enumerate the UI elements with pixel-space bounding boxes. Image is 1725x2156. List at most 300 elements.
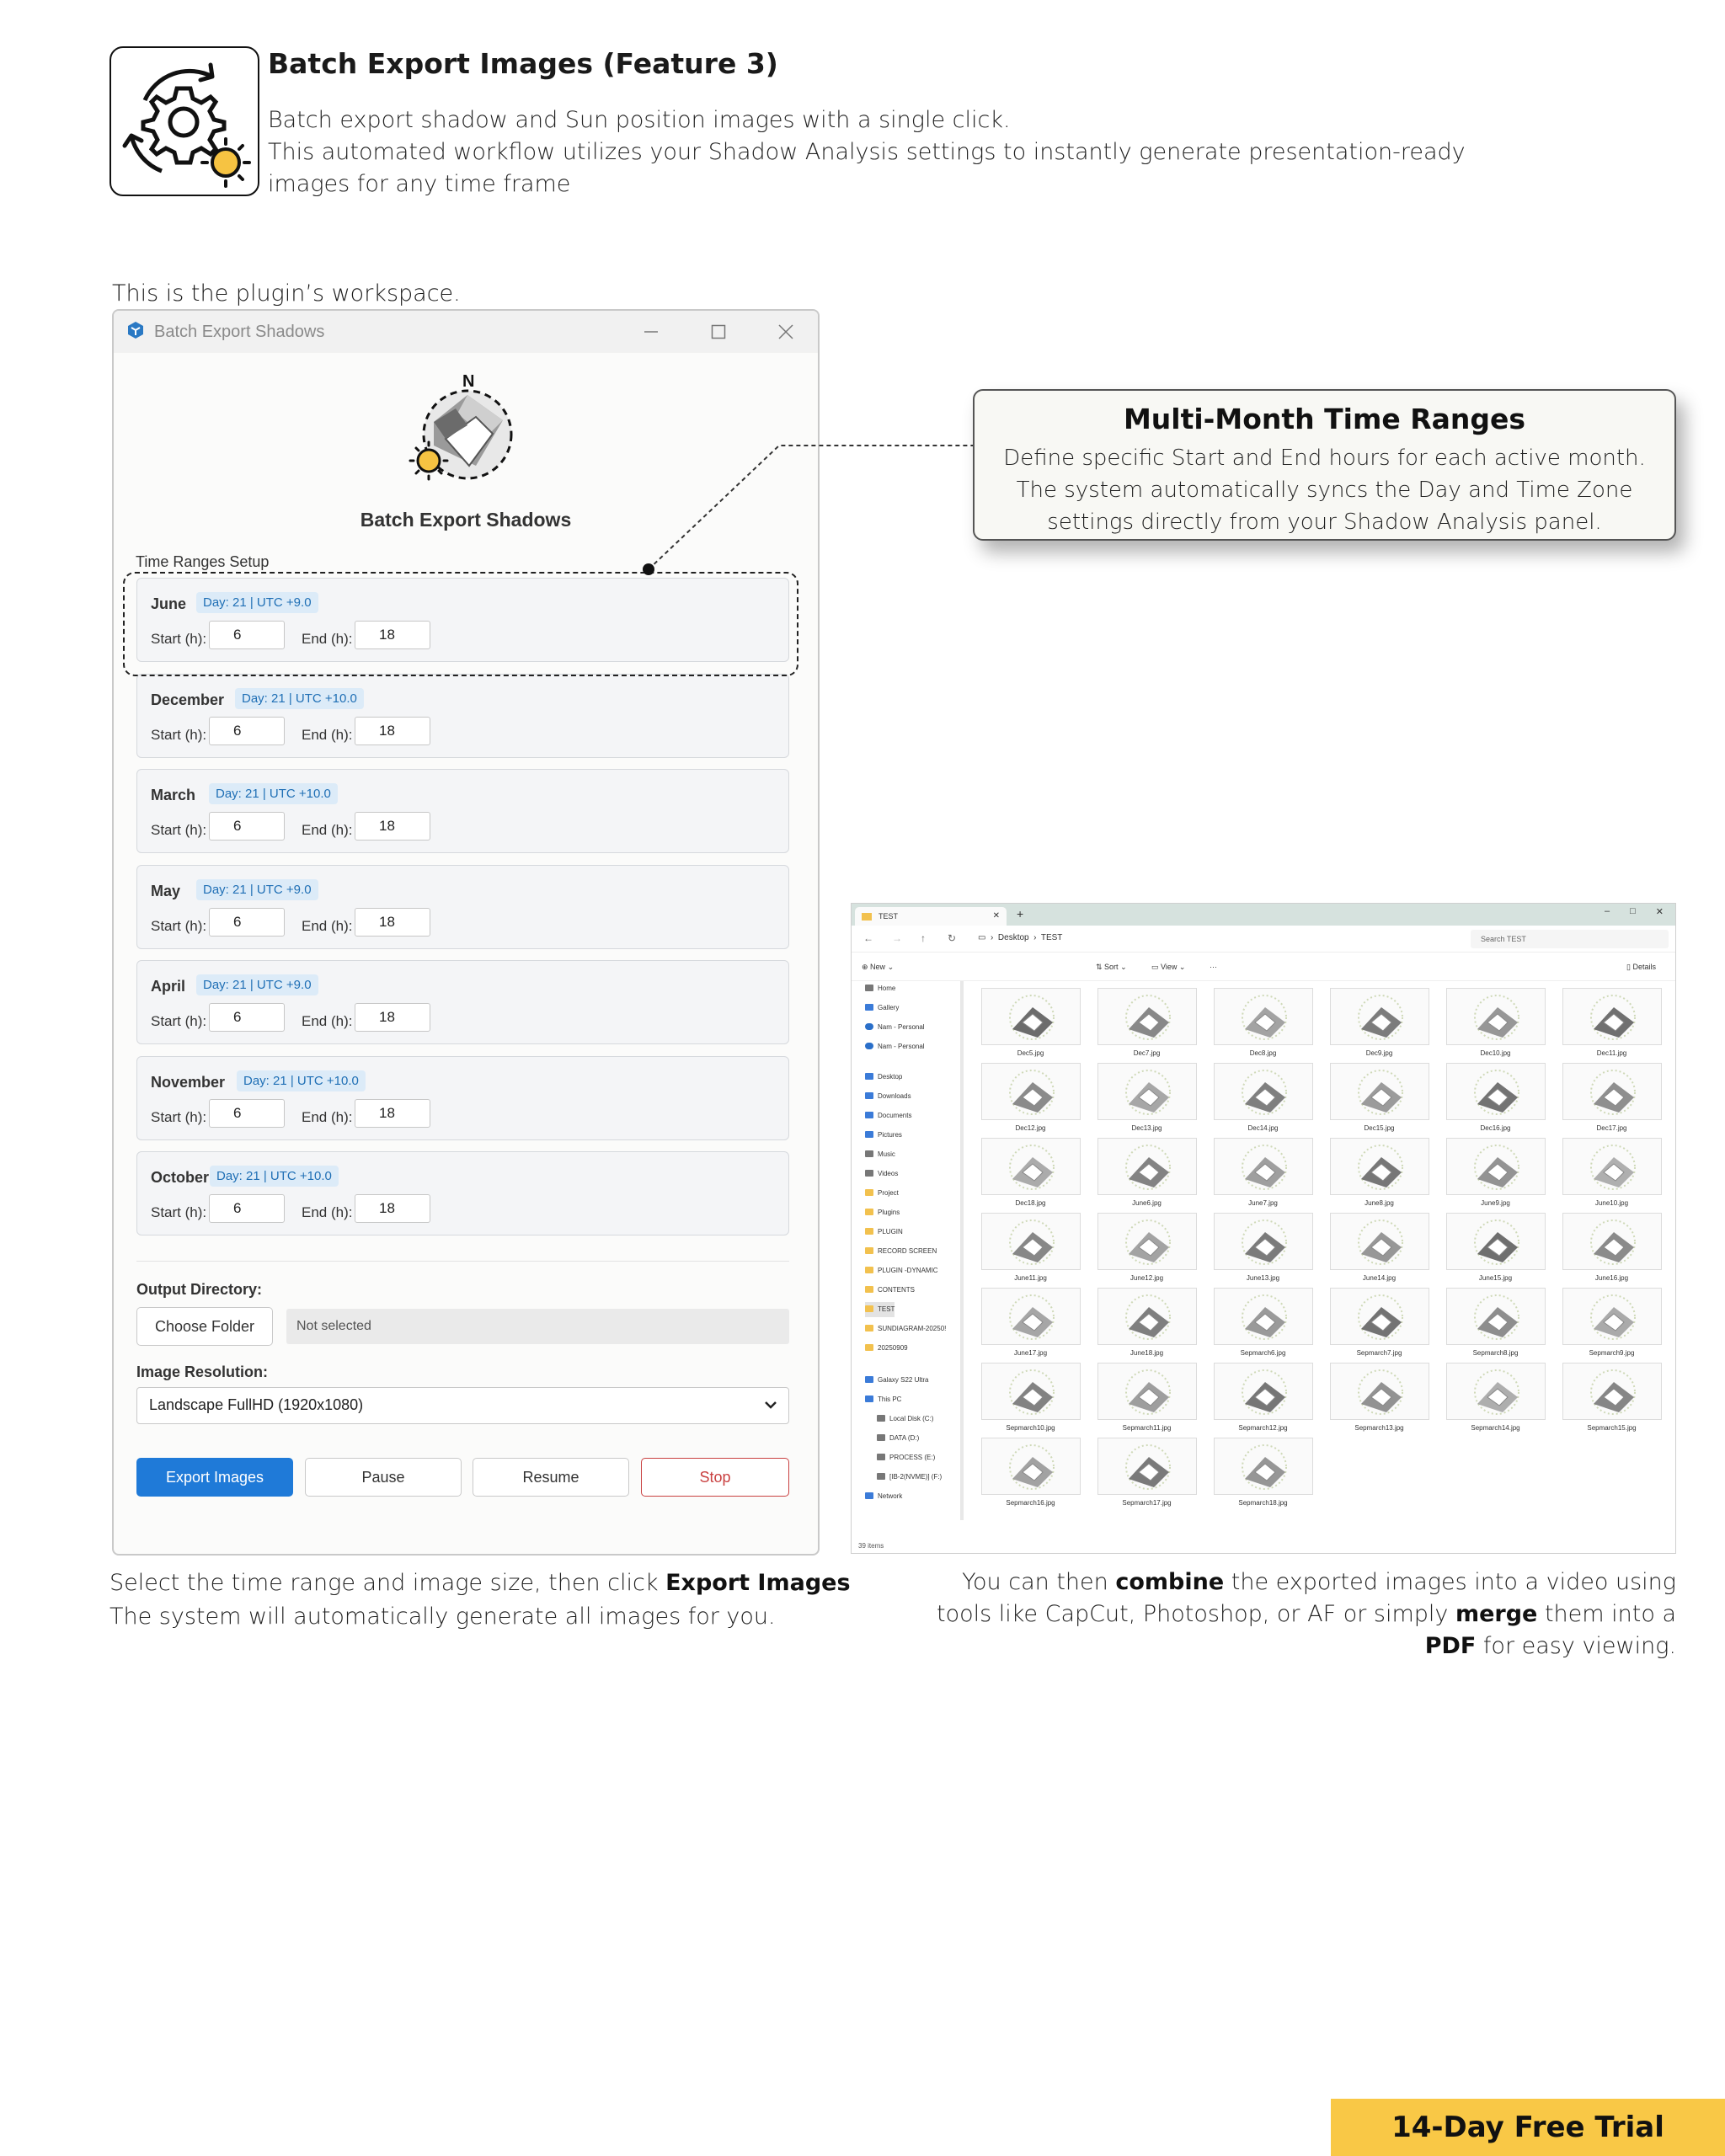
- file-thumbnail[interactable]: [1559, 1138, 1664, 1212]
- file-thumbnail[interactable]: [1443, 1288, 1548, 1362]
- image-preview: [1330, 1288, 1429, 1345]
- file-thumbnail[interactable]: [1094, 1438, 1199, 1512]
- sidebar-item-label: Documents: [878, 1112, 912, 1119]
- file-name: Dec9.jpg: [1365, 1049, 1393, 1057]
- folder-icon: [877, 1434, 885, 1441]
- feature-desc-line1: Batch export shadow and Sun position images with a single click.: [268, 107, 1011, 133]
- image-preview: [981, 1063, 1081, 1120]
- view-button[interactable]: ▭ View ⌄: [1151, 963, 1186, 971]
- file-name: June6.jpg: [1132, 1199, 1162, 1207]
- sidebar-item-label: Downloads: [878, 1092, 911, 1100]
- folder-icon: [865, 1286, 873, 1293]
- sidebar-item[interactable]: [877, 1412, 933, 1427]
- file-name: June18.jpg: [1130, 1349, 1164, 1357]
- file-thumbnail[interactable]: [1210, 1138, 1316, 1212]
- image-preview: [1446, 1363, 1546, 1420]
- time-ranges-label: Time Ranges Setup: [136, 553, 270, 570]
- file-thumbnail[interactable]: [1443, 1213, 1548, 1287]
- image-preview: [1330, 1063, 1429, 1120]
- caption-right-combine: combine: [1115, 1569, 1225, 1595]
- folder-icon: [865, 1023, 873, 1030]
- end-hour-input[interactable]: 18: [355, 621, 430, 649]
- sidebar-item-label: PROCESS (E:): [889, 1454, 936, 1461]
- sidebar-item[interactable]: [865, 1225, 903, 1240]
- file-name: Dec8.jpg: [1249, 1049, 1277, 1057]
- sidebar-item[interactable]: [865, 1128, 902, 1143]
- stop-button[interactable]: Stop: [641, 1458, 789, 1497]
- output-directory-label: Output Directory:: [136, 1281, 263, 1298]
- file-name: Dec12.jpg: [1015, 1124, 1046, 1132]
- sidebar-item[interactable]: [877, 1450, 935, 1465]
- sidebar-item[interactable]: [865, 1489, 902, 1504]
- caption-right-g: for easy viewing.: [1476, 1633, 1676, 1659]
- image-resolution-label: Image Resolution:: [136, 1364, 269, 1380]
- sidebar-item[interactable]: [865, 1166, 898, 1182]
- end-hour-input[interactable]: 18: [355, 1194, 430, 1223]
- month-name: April: [151, 978, 186, 995]
- file-thumbnail[interactable]: [1210, 1063, 1316, 1137]
- breadcrumb-test[interactable]: TEST: [1040, 933, 1063, 942]
- start-hour-label: Start (h):: [151, 1108, 207, 1125]
- file-thumbnail[interactable]: [1327, 1288, 1432, 1362]
- file-name: Sepmarch15.jpg: [1587, 1424, 1637, 1432]
- file-thumbnail[interactable]: [978, 1063, 1083, 1137]
- image-preview: [981, 1288, 1081, 1345]
- file-thumbnail[interactable]: [978, 1288, 1083, 1362]
- explorer-sidebar: [852, 981, 961, 1537]
- file-thumbnail[interactable]: [1327, 1063, 1432, 1137]
- file-name: Sepmarch11.jpg: [1122, 1424, 1172, 1432]
- item-count: 39 items: [858, 1542, 884, 1550]
- sidebar-item-label: CONTENTS: [878, 1286, 915, 1294]
- caption-right-e: them into a: [1537, 1601, 1676, 1627]
- image-preview: [1562, 1288, 1662, 1345]
- sidebar-item-label: Nam - Personal: [878, 1023, 925, 1031]
- folder-icon: [877, 1454, 885, 1460]
- sidebar-item-label: [IB-2(NVME)] (F:): [889, 1473, 943, 1481]
- file-name: Dec7.jpg: [1133, 1049, 1161, 1057]
- sidebar-item-label: This PC: [878, 1396, 902, 1403]
- details-button[interactable]: ▯ Details: [1626, 963, 1656, 971]
- image-preview: [1214, 988, 1313, 1045]
- sidebar-item-label: 20250909: [878, 1344, 908, 1352]
- sidebar-item[interactable]: [865, 981, 895, 996]
- image-preview: [1446, 1213, 1546, 1270]
- day-utc-badge: Day: 21 | UTC +10.0: [235, 688, 364, 709]
- file-name: Dec16.jpg: [1480, 1124, 1511, 1132]
- image-preview: [981, 988, 1081, 1045]
- sidebar-item[interactable]: [865, 1205, 900, 1220]
- start-hour-input[interactable]: 6: [209, 908, 285, 937]
- feature-desc-line2: This automated workflow utilizes your Shadow Analysis settings to instantly generate presentation-ready images for any time frame: [268, 139, 1466, 197]
- callout-line3: settings directly from your Shadow Analysis panel.: [1047, 510, 1602, 535]
- sidebar-item-label: SUNDIAGRAM-20250!: [878, 1325, 947, 1332]
- explorer-search-input[interactable]: Search TEST: [1471, 930, 1669, 948]
- month-name: November: [151, 1073, 226, 1091]
- folder-icon: [862, 913, 872, 921]
- sidebar-item-label: Local Disk (C:): [889, 1415, 934, 1422]
- image-preview: [1446, 1138, 1546, 1195]
- file-thumbnail[interactable]: [1094, 1213, 1199, 1287]
- file-name: Sepmarch8.jpg: [1472, 1349, 1519, 1357]
- image-preview: [1562, 1138, 1662, 1195]
- file-name: Dec5.jpg: [1017, 1049, 1044, 1057]
- sidebar-item[interactable]: [877, 1470, 942, 1485]
- sidebar-item[interactable]: [865, 1321, 946, 1337]
- folder-icon: [865, 1131, 873, 1138]
- start-hour-input[interactable]: 6: [209, 812, 285, 841]
- file-thumbnail[interactable]: [978, 1438, 1083, 1512]
- day-utc-badge: Day: 21 | UTC +9.0: [196, 592, 318, 613]
- file-thumbnail[interactable]: [1094, 988, 1199, 1062]
- image-preview: [1446, 1288, 1546, 1345]
- start-hour-input[interactable]: 6: [209, 1003, 285, 1032]
- pause-button[interactable]: Pause: [305, 1458, 462, 1497]
- folder-icon: [865, 1209, 873, 1215]
- folder-icon: [865, 1004, 873, 1011]
- image-preview: [1214, 1288, 1313, 1345]
- folder-icon: [865, 1376, 873, 1383]
- compass-north-label: N: [462, 372, 475, 391]
- folder-icon: [865, 1228, 873, 1235]
- image-preview: [1330, 1363, 1429, 1420]
- sort-label: Sort: [1104, 963, 1119, 971]
- file-name: Dec11.jpg: [1596, 1049, 1627, 1057]
- file-thumbnail[interactable]: [1327, 1363, 1432, 1437]
- end-hour-label: End (h):: [302, 1013, 353, 1029]
- caption-right-a: You can then: [962, 1569, 1116, 1595]
- sidebar-item[interactable]: [865, 1341, 908, 1356]
- start-hour-label: Start (h):: [151, 1013, 207, 1029]
- file-name: Sepmarch12.jpg: [1238, 1424, 1288, 1432]
- sidebar-item[interactable]: [865, 1373, 928, 1388]
- file-name: June10.jpg: [1594, 1199, 1629, 1207]
- end-hour-input[interactable]: 18: [355, 1003, 430, 1032]
- sidebar-item[interactable]: [865, 1283, 915, 1298]
- sidebar-item[interactable]: [865, 1392, 901, 1407]
- sidebar-item-label: Videos: [878, 1170, 899, 1177]
- end-hour-input[interactable]: 18: [355, 812, 430, 841]
- folder-icon: [865, 1043, 873, 1049]
- sidebar-item[interactable]: [865, 1020, 925, 1035]
- image-preview: [1330, 1138, 1429, 1195]
- file-name: June11.jpg: [1014, 1274, 1047, 1282]
- folder-icon: [865, 1305, 873, 1312]
- sidebar-item-label: Project: [878, 1189, 899, 1197]
- file-name: Sepmarch9.jpg: [1589, 1349, 1635, 1357]
- explorer-maximize-icon[interactable]: □: [1630, 906, 1636, 916]
- sidebar-item-label: Home: [878, 985, 896, 992]
- file-thumbnail[interactable]: [978, 988, 1083, 1062]
- file-thumbnail[interactable]: [1094, 1063, 1199, 1137]
- start-hour-input[interactable]: 6: [209, 1194, 285, 1223]
- sidebar-item-label: Galaxy S22 Ultra: [878, 1376, 929, 1384]
- up-arrow-icon[interactable]: ↑: [921, 932, 926, 944]
- folder-icon: [865, 1092, 873, 1099]
- folder-icon: [877, 1415, 885, 1422]
- sidebar-item[interactable]: [865, 1244, 937, 1259]
- start-hour-label: Start (h):: [151, 631, 207, 647]
- folder-icon: [865, 1344, 873, 1351]
- back-arrow-icon[interactable]: ←: [863, 932, 873, 944]
- tab-close-icon[interactable]: ✕: [992, 911, 1000, 921]
- folder-icon: [865, 1396, 873, 1402]
- image-preview: [1214, 1138, 1313, 1195]
- caption-right-merge: merge: [1455, 1601, 1538, 1627]
- file-thumbnail[interactable]: [1094, 1138, 1199, 1212]
- end-hour-input[interactable]: 18: [355, 1099, 430, 1128]
- sidebar-item[interactable]: [865, 1089, 911, 1104]
- folder-icon: [865, 1170, 873, 1177]
- explorer-minimize-icon[interactable]: –: [1605, 906, 1610, 916]
- sidebar-scrollbar[interactable]: [960, 981, 964, 1520]
- file-name: Sepmarch17.jpg: [1122, 1499, 1172, 1507]
- explorer-tab[interactable]: [855, 907, 1007, 926]
- file-name: Dec14.jpg: [1247, 1124, 1279, 1132]
- caption-right-pdf: PDF: [1424, 1633, 1477, 1659]
- end-hour-input[interactable]: 18: [355, 717, 430, 745]
- file-thumbnail[interactable]: [1443, 1063, 1548, 1137]
- file-name: June9.jpg: [1481, 1199, 1510, 1207]
- day-utc-badge: Day: 21 | UTC +9.0: [196, 879, 318, 900]
- month-name: December: [151, 691, 225, 708]
- caption-left-bold: Export Images: [665, 1570, 851, 1596]
- folder-icon: [865, 1112, 873, 1118]
- image-preview: [1097, 1138, 1197, 1195]
- file-thumbnail[interactable]: [1210, 988, 1316, 1062]
- image-preview: [981, 1363, 1081, 1420]
- file-name: Sepmarch13.jpg: [1354, 1424, 1404, 1432]
- more-options-icon[interactable]: ···: [1210, 963, 1217, 971]
- folder-icon: [877, 1473, 885, 1480]
- callout-line1: Define specific Start and End hours for each active month.: [1003, 446, 1646, 471]
- day-utc-badge: Day: 21 | UTC +10.0: [210, 1166, 339, 1187]
- day-utc-badge: Day: 21 | UTC +9.0: [196, 974, 318, 995]
- day-utc-badge: Day: 21 | UTC +10.0: [237, 1070, 366, 1091]
- file-thumbnail[interactable]: [1327, 988, 1432, 1062]
- file-name: June12.jpg: [1130, 1274, 1164, 1282]
- image-preview: [981, 1138, 1081, 1195]
- sidebar-item-label: DATA (D:): [889, 1434, 920, 1442]
- folder-icon: [865, 985, 873, 991]
- image-preview: [1097, 988, 1197, 1045]
- sort-button[interactable]: ⇅ Sort ⌄: [1096, 963, 1127, 971]
- feature-title: Batch Export Images (Feature 3): [268, 47, 778, 80]
- file-name: June7.jpg: [1248, 1199, 1278, 1207]
- sidebar-item[interactable]: [865, 1263, 938, 1278]
- start-hour-label: Start (h):: [151, 1204, 207, 1220]
- callout-title: Multi-Month Time Ranges: [1123, 403, 1526, 435]
- file-thumbnail[interactable]: [1210, 1438, 1316, 1512]
- sidebar-item[interactable]: [865, 1147, 895, 1162]
- file-thumbnail[interactable]: [1094, 1288, 1199, 1362]
- sidebar-item[interactable]: [865, 1108, 911, 1123]
- image-preview: [1097, 1363, 1197, 1420]
- image-preview: [1562, 1063, 1662, 1120]
- new-tab-icon[interactable]: +: [1017, 907, 1024, 921]
- resume-button[interactable]: Resume: [473, 1458, 629, 1497]
- plugin-heading: Batch Export Shadows: [360, 509, 572, 531]
- file-thumbnail[interactable]: [1327, 1138, 1432, 1212]
- image-preview: [1330, 1213, 1429, 1270]
- start-hour-input[interactable]: 6: [209, 621, 285, 649]
- multi-month-callout: [973, 389, 1676, 541]
- file-name: Sepmarch6.jpg: [1240, 1349, 1286, 1357]
- file-explorer-window: [851, 903, 1676, 1554]
- sidebar-item-label: Nam - Personal: [878, 1043, 925, 1050]
- folder-icon: [865, 1492, 873, 1499]
- image-preview: [1214, 1213, 1313, 1270]
- end-hour-label: End (h):: [302, 631, 353, 647]
- image-preview: [1330, 988, 1429, 1045]
- workspace-caption: This is the plugin’s workspace.: [112, 280, 461, 307]
- file-name: Sepmarch18.jpg: [1238, 1499, 1288, 1507]
- view-label: View: [1161, 963, 1178, 971]
- file-thumbnail[interactable]: [1443, 1138, 1548, 1212]
- file-thumbnail[interactable]: [978, 1138, 1083, 1212]
- image-preview: [1562, 1213, 1662, 1270]
- file-name: Sepmarch7.jpg: [1356, 1349, 1402, 1357]
- sidebar-item-label: Network: [878, 1492, 903, 1500]
- caption-right-c: the exported images into a video using tools like CapCut, Photoshop, or AF or simply: [936, 1569, 1676, 1627]
- caption-right: [935, 1566, 1676, 1662]
- image-preview: [1214, 1363, 1313, 1420]
- sidebar-item[interactable]: [877, 1431, 919, 1446]
- file-name: Dec13.jpg: [1131, 1124, 1162, 1132]
- image-preview: [1214, 1063, 1313, 1120]
- image-preview: [1097, 1063, 1197, 1120]
- month-name: May: [151, 882, 181, 899]
- folder-icon: [865, 1267, 873, 1273]
- file-thumbnail[interactable]: [1210, 1363, 1316, 1437]
- file-name: June15.jpg: [1478, 1274, 1513, 1282]
- folder-icon: [865, 1325, 873, 1331]
- file-thumbnail[interactable]: [1559, 1288, 1664, 1362]
- new-button[interactable]: ⊕ New ⌄: [862, 963, 895, 971]
- explorer-close-icon[interactable]: ✕: [1655, 907, 1664, 917]
- image-preview: [1446, 988, 1546, 1045]
- end-hour-label: End (h):: [302, 822, 353, 838]
- export-images-button[interactable]: Export Images: [136, 1458, 293, 1497]
- file-thumbnail[interactable]: [1559, 988, 1664, 1062]
- file-thumbnail[interactable]: [978, 1213, 1083, 1287]
- file-name: June8.jpg: [1365, 1199, 1394, 1207]
- file-thumbnail[interactable]: [1559, 1363, 1664, 1437]
- image-preview: [981, 1438, 1081, 1495]
- folder-icon: [865, 1150, 873, 1157]
- folder-icon: [865, 1247, 873, 1254]
- file-thumbnail[interactable]: [1210, 1288, 1316, 1362]
- month-name: October: [151, 1169, 210, 1186]
- explorer-tab-label: TEST: [879, 912, 899, 921]
- sidebar-item-label: Desktop: [878, 1073, 903, 1081]
- image-preview: [1097, 1288, 1197, 1345]
- sidebar-item-label: Music: [878, 1150, 895, 1158]
- sidebar-item[interactable]: [865, 1186, 899, 1201]
- month-name: June: [151, 595, 187, 612]
- file-name: Dec15.jpg: [1364, 1124, 1395, 1132]
- file-thumbnail[interactable]: [1443, 988, 1548, 1062]
- file-name: Sepmarch16.jpg: [1006, 1499, 1055, 1507]
- sidebar-item-label: Plugins: [878, 1209, 900, 1216]
- sidebar-item[interactable]: [865, 1039, 925, 1054]
- sidebar-item[interactable]: [865, 1302, 895, 1317]
- image-preview: [1097, 1438, 1197, 1495]
- sidebar-item[interactable]: [865, 1001, 899, 1016]
- file-thumbnail[interactable]: [1559, 1213, 1664, 1287]
- start-hour-label: Start (h):: [151, 726, 207, 743]
- end-hour-label: End (h):: [302, 917, 353, 934]
- resolution-value: Landscape FullHD (1920x1080): [149, 1396, 364, 1413]
- address-breadcrumb[interactable]: ▭ › Desktop › TEST: [978, 933, 1063, 942]
- file-name: June16.jpg: [1594, 1274, 1629, 1282]
- file-name: Dec17.jpg: [1596, 1124, 1627, 1132]
- end-hour-label: End (h):: [302, 726, 353, 743]
- month-name: March: [151, 787, 196, 803]
- folder-icon: [865, 1189, 873, 1196]
- image-preview: [1214, 1438, 1313, 1495]
- end-hour-input[interactable]: 18: [355, 908, 430, 937]
- sidebar-item-label: RECORD SCREEN: [878, 1247, 937, 1255]
- file-thumbnail[interactable]: [1094, 1363, 1199, 1437]
- refresh-icon[interactable]: ↻: [948, 932, 957, 944]
- new-label: New: [870, 963, 886, 971]
- file-name: June14.jpg: [1362, 1274, 1397, 1282]
- file-thumbnail[interactable]: [1443, 1363, 1548, 1437]
- breadcrumb-desktop[interactable]: Desktop: [997, 933, 1029, 942]
- file-name: June13.jpg: [1246, 1274, 1280, 1282]
- file-thumbnail[interactable]: [978, 1363, 1083, 1437]
- sidebar-item-label: PLUGIN -DYNAMIC: [878, 1267, 938, 1274]
- file-thumbnail[interactable]: [1210, 1213, 1316, 1287]
- image-preview: [1562, 988, 1662, 1045]
- file-name: Sepmarch10.jpg: [1006, 1424, 1055, 1432]
- start-hour-label: Start (h):: [151, 917, 207, 934]
- file-thumbnail[interactable]: [1327, 1213, 1432, 1287]
- start-hour-input[interactable]: 6: [209, 1099, 285, 1128]
- details-label: Details: [1632, 963, 1656, 971]
- image-preview: [981, 1213, 1081, 1270]
- file-name: Dec10.jpg: [1480, 1049, 1511, 1057]
- end-hour-label: End (h):: [302, 1108, 353, 1125]
- choose-folder-button[interactable]: Choose Folder: [136, 1307, 273, 1346]
- sidebar-item-label: TEST: [878, 1305, 895, 1313]
- image-preview: [1446, 1063, 1546, 1120]
- forward-arrow-icon[interactable]: →: [892, 932, 902, 944]
- sidebar-item[interactable]: [865, 1070, 902, 1085]
- start-hour-input[interactable]: 6: [209, 717, 285, 745]
- window-title: Batch Export Shadows: [154, 322, 325, 341]
- output-path-field: Not selected: [286, 1309, 789, 1344]
- callout-line2: The system automatically syncs the Day and Time Zone: [1016, 478, 1633, 503]
- sidebar-item-label: Gallery: [878, 1004, 900, 1011]
- start-hour-label: Start (h):: [151, 822, 207, 838]
- folder-icon: [865, 1073, 873, 1080]
- caption-left-line2: The system will automatically generate all images for you.: [109, 1604, 776, 1630]
- caption-left: [109, 1566, 851, 1634]
- end-hour-label: End (h):: [302, 1204, 353, 1220]
- caption-left-text: Select the time range and image size, then click: [109, 1570, 666, 1596]
- sidebar-item-label: PLUGIN: [878, 1228, 903, 1235]
- sidebar-item-label: Pictures: [878, 1131, 902, 1139]
- image-preview: [1097, 1213, 1197, 1270]
- free-trial-button[interactable]: 14-Day Free Trial: [1331, 2099, 1725, 2156]
- file-name: June17.jpg: [1013, 1349, 1048, 1357]
- file-name: Sepmarch14.jpg: [1471, 1424, 1520, 1432]
- image-preview: [1562, 1363, 1662, 1420]
- file-name: Dec18.jpg: [1015, 1199, 1046, 1207]
- file-thumbnail[interactable]: [1559, 1063, 1664, 1137]
